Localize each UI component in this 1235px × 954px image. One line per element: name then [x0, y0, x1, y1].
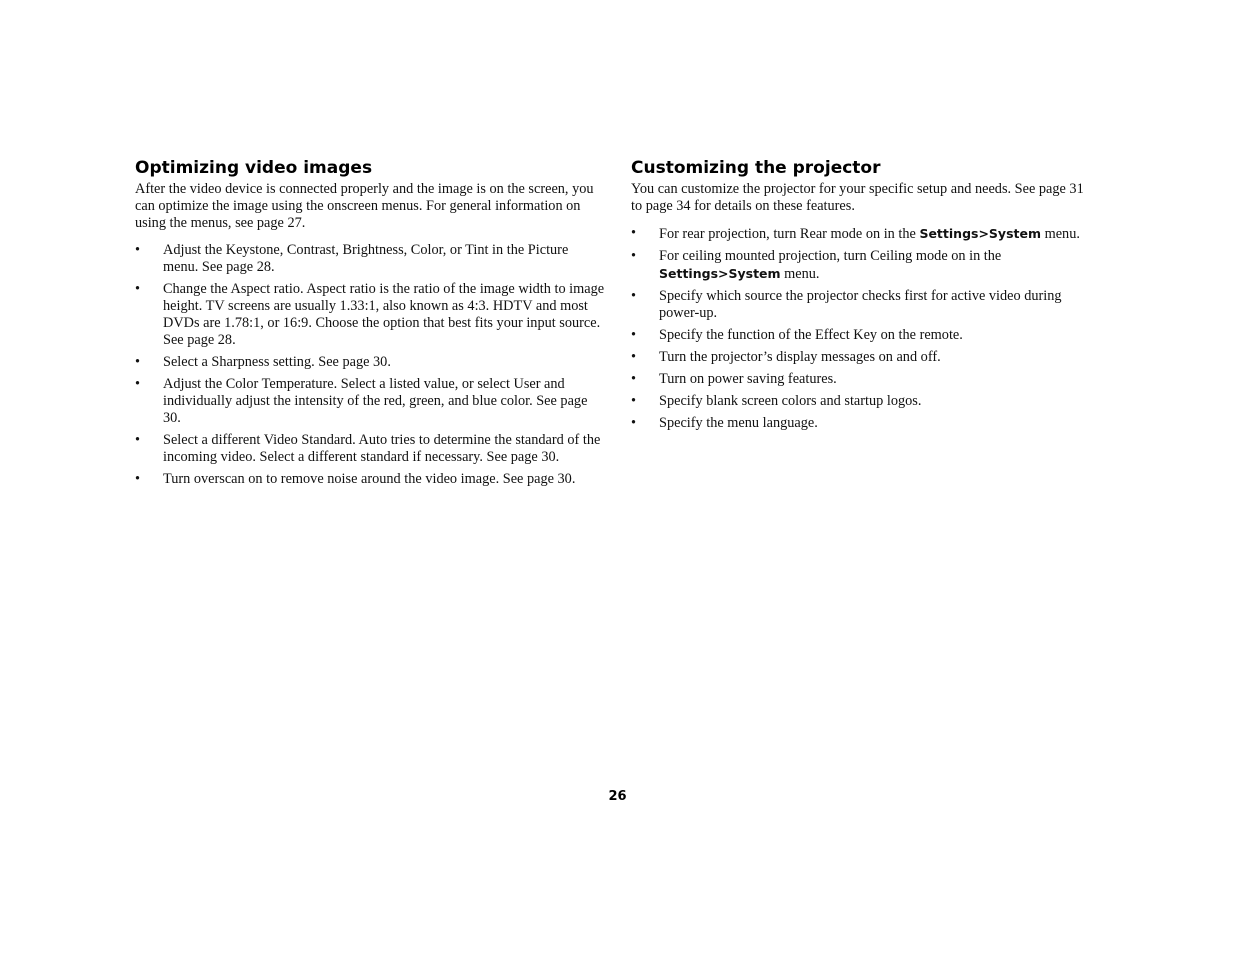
section-intro-customizing: You can customize the projector for your specific setup and needs. See page 31 to page 34 for details on these features. [631, 181, 1084, 214]
list-item-text: Turn overscan on to remove noise around the video image. See page 30. [163, 471, 576, 487]
bullet-icon: • [631, 393, 637, 409]
bullet-icon: • [631, 415, 637, 431]
list-item [135, 376, 605, 427]
menu-path-settings-system: Settings>System [919, 226, 1041, 241]
list-item-text: Specify which source the projector checks first for active video during power-up. [659, 288, 1062, 321]
list-item-text: For ceiling mounted projection, turn Ceiling mode on in the [659, 248, 1002, 264]
list-item-text: Turn the projector’s display messages on and off. [659, 349, 941, 365]
list-item [631, 349, 1096, 366]
list-item [631, 225, 1096, 243]
left-column [135, 156, 605, 493]
section-heading-customizing: Customizing the projector [631, 158, 881, 178]
list-item [631, 415, 1096, 432]
list-item [631, 248, 1096, 283]
optimizing-list [135, 242, 605, 488]
list-item-text: For rear projection, turn Rear mode on in the [659, 226, 916, 242]
list-item [135, 281, 605, 349]
bullet-icon: • [631, 371, 637, 387]
list-item [631, 327, 1096, 344]
bullet-icon: • [135, 242, 141, 258]
list-item [135, 242, 605, 276]
bullet-icon: • [631, 288, 637, 304]
menu-path-settings-system: Settings>System [659, 266, 781, 281]
bullet-icon: • [631, 225, 637, 241]
customizing-list [631, 225, 1096, 432]
section-heading-optimizing: Optimizing video images [135, 158, 373, 178]
list-item-text: Select a different Video Standard. Auto tries to determine the standard of the incoming video. Select a different standard if necessary. See page 30. [163, 432, 601, 465]
list-item-text: menu. [784, 266, 820, 282]
bullet-icon: • [631, 327, 637, 343]
bullet-icon: • [135, 354, 141, 370]
list-item-text: Turn on power saving features. [659, 371, 837, 387]
bullet-icon: • [135, 471, 141, 487]
list-item-text: Specify blank screen colors and startup logos. [659, 393, 922, 409]
right-column [631, 156, 1096, 437]
list-item [135, 354, 605, 371]
bullet-icon: • [135, 376, 141, 392]
list-item-text: menu. [1044, 226, 1080, 242]
list-item [631, 371, 1096, 388]
list-item-text: Change the Aspect ratio. Aspect ratio is the ratio of the image width to image height. TV screens are usually 1.33:1, also known as 4:3. HDTV and most DVDs are 1.78:1, or 16:9. Choose the option that best fits your input source. See page 28. [163, 281, 605, 348]
bullet-icon: • [631, 349, 637, 365]
bullet-icon: • [631, 248, 637, 264]
list-item-text: Select a Sharpness setting. See page 30. [163, 354, 391, 370]
list-item-text: Specify the menu language. [659, 415, 818, 431]
bullet-icon: • [135, 432, 141, 448]
list-item [631, 288, 1096, 322]
section-intro-optimizing: After the video device is connected properly and the image is on the screen, you can optimize the image using the onscreen menus. For general information on using the menus, see page 27. [135, 181, 594, 231]
list-item-text: Adjust the Color Temperature. Select a listed value, or select User and individually adjust the intensity of the red, green, and blue color. See page 30. [163, 376, 588, 426]
list-item [631, 393, 1096, 410]
list-item-text: Specify the function of the Effect Key on the remote. [659, 327, 963, 343]
bullet-icon: • [135, 281, 141, 297]
list-item [135, 432, 605, 466]
list-item [135, 471, 605, 488]
list-item-text: Adjust the Keystone, Contrast, Brightness, Color, or Tint in the Picture menu. See page 28. [163, 242, 569, 275]
page-number: 26 [608, 789, 627, 804]
